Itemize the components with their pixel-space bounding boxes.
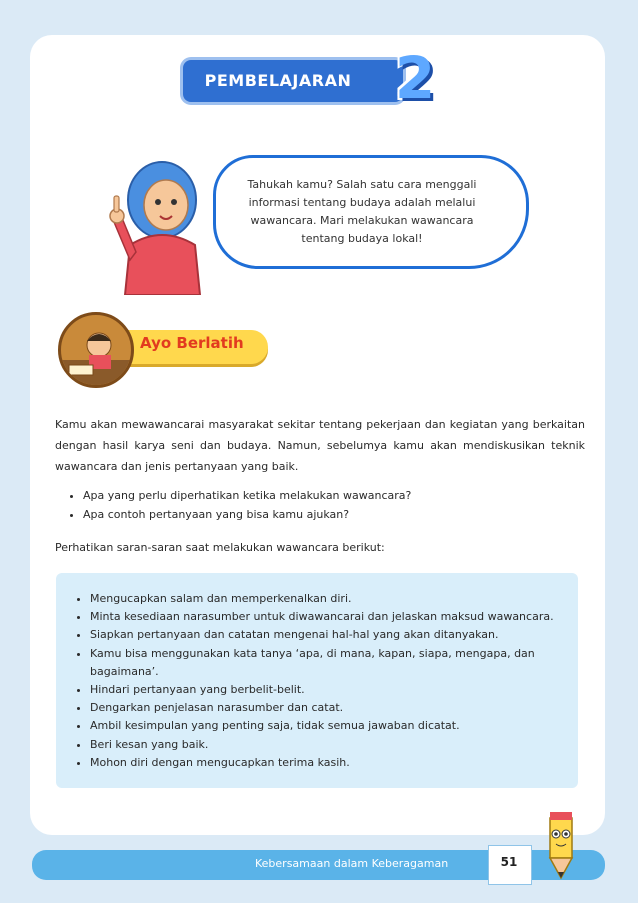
list-item: • Mengucapkan salam dan memperkenalkan diri. xyxy=(90,590,570,608)
list-item: • Beri kesan yang baik. xyxy=(90,736,570,754)
speech-line: wawancara. Mari melakukan wawancara xyxy=(250,214,474,227)
lesson-title: PEMBELAJARAN xyxy=(204,71,352,90)
list-item: • Apa yang perlu diperhatikan ketika melakukan wawancara? xyxy=(83,486,411,505)
page-number: 51 xyxy=(500,855,518,869)
list-item: • Kamu bisa menggunakan kata tanya ‘apa, di mana, kapan, siapa, mengapa, dan bagaimana’. xyxy=(90,645,570,681)
tips-list xyxy=(64,590,570,772)
speech-line: informasi tentang budaya adalah melalui xyxy=(248,196,476,209)
list-item: • Mohon diri dengan mengucapkan terima kasih. xyxy=(90,754,570,772)
speech-line: tentang budaya lokal! xyxy=(301,232,423,245)
speech-text xyxy=(232,176,492,248)
intro-paragraph: Kamu akan mewawancarai masyarakat sekitar tentang pekerjaan dan kegiatan yang berkaitan dengan hasil karya seni dan budaya. Namun, sebelumya kamu akan mendiskusikan teknik wawancara dan jenis pertanyaan yang baik. xyxy=(55,418,585,473)
studying-child-icon xyxy=(58,312,134,388)
list-item: • Dengarkan penjelasan narasumber dan catat. xyxy=(90,699,570,717)
list-item: • Minta kesediaan narasumber untuk diwawancarai dan jelaskan maksud wawancara. xyxy=(90,608,570,626)
lesson-number: 2 xyxy=(394,44,436,112)
girl-illustration xyxy=(100,150,215,295)
tips-intro: Perhatikan saran-saran saat melakukan wawancara berikut: xyxy=(55,541,385,554)
list-item: • Apa contoh pertanyaan yang bisa kamu ajukan? xyxy=(83,505,411,524)
lesson-banner xyxy=(183,60,403,102)
footer-theme: Kebersamaan dalam Keberagaman xyxy=(255,857,449,870)
list-item: • Hindari pertanyaan yang berbelit-belit. xyxy=(90,681,570,699)
question-list xyxy=(55,486,411,524)
section-label: Ayo Berlatih xyxy=(140,334,244,352)
list-item: • Siapkan pertanyaan dan catatan mengenai hal-hal yang akan ditanyakan. xyxy=(90,626,570,644)
speech-line: Tahukah kamu? Salah satu cara menggali xyxy=(247,178,477,191)
pencil-mascot-icon xyxy=(528,808,588,888)
list-item: • Ambil kesimpulan yang penting saja, tidak semua jawaban dicatat. xyxy=(90,717,570,735)
